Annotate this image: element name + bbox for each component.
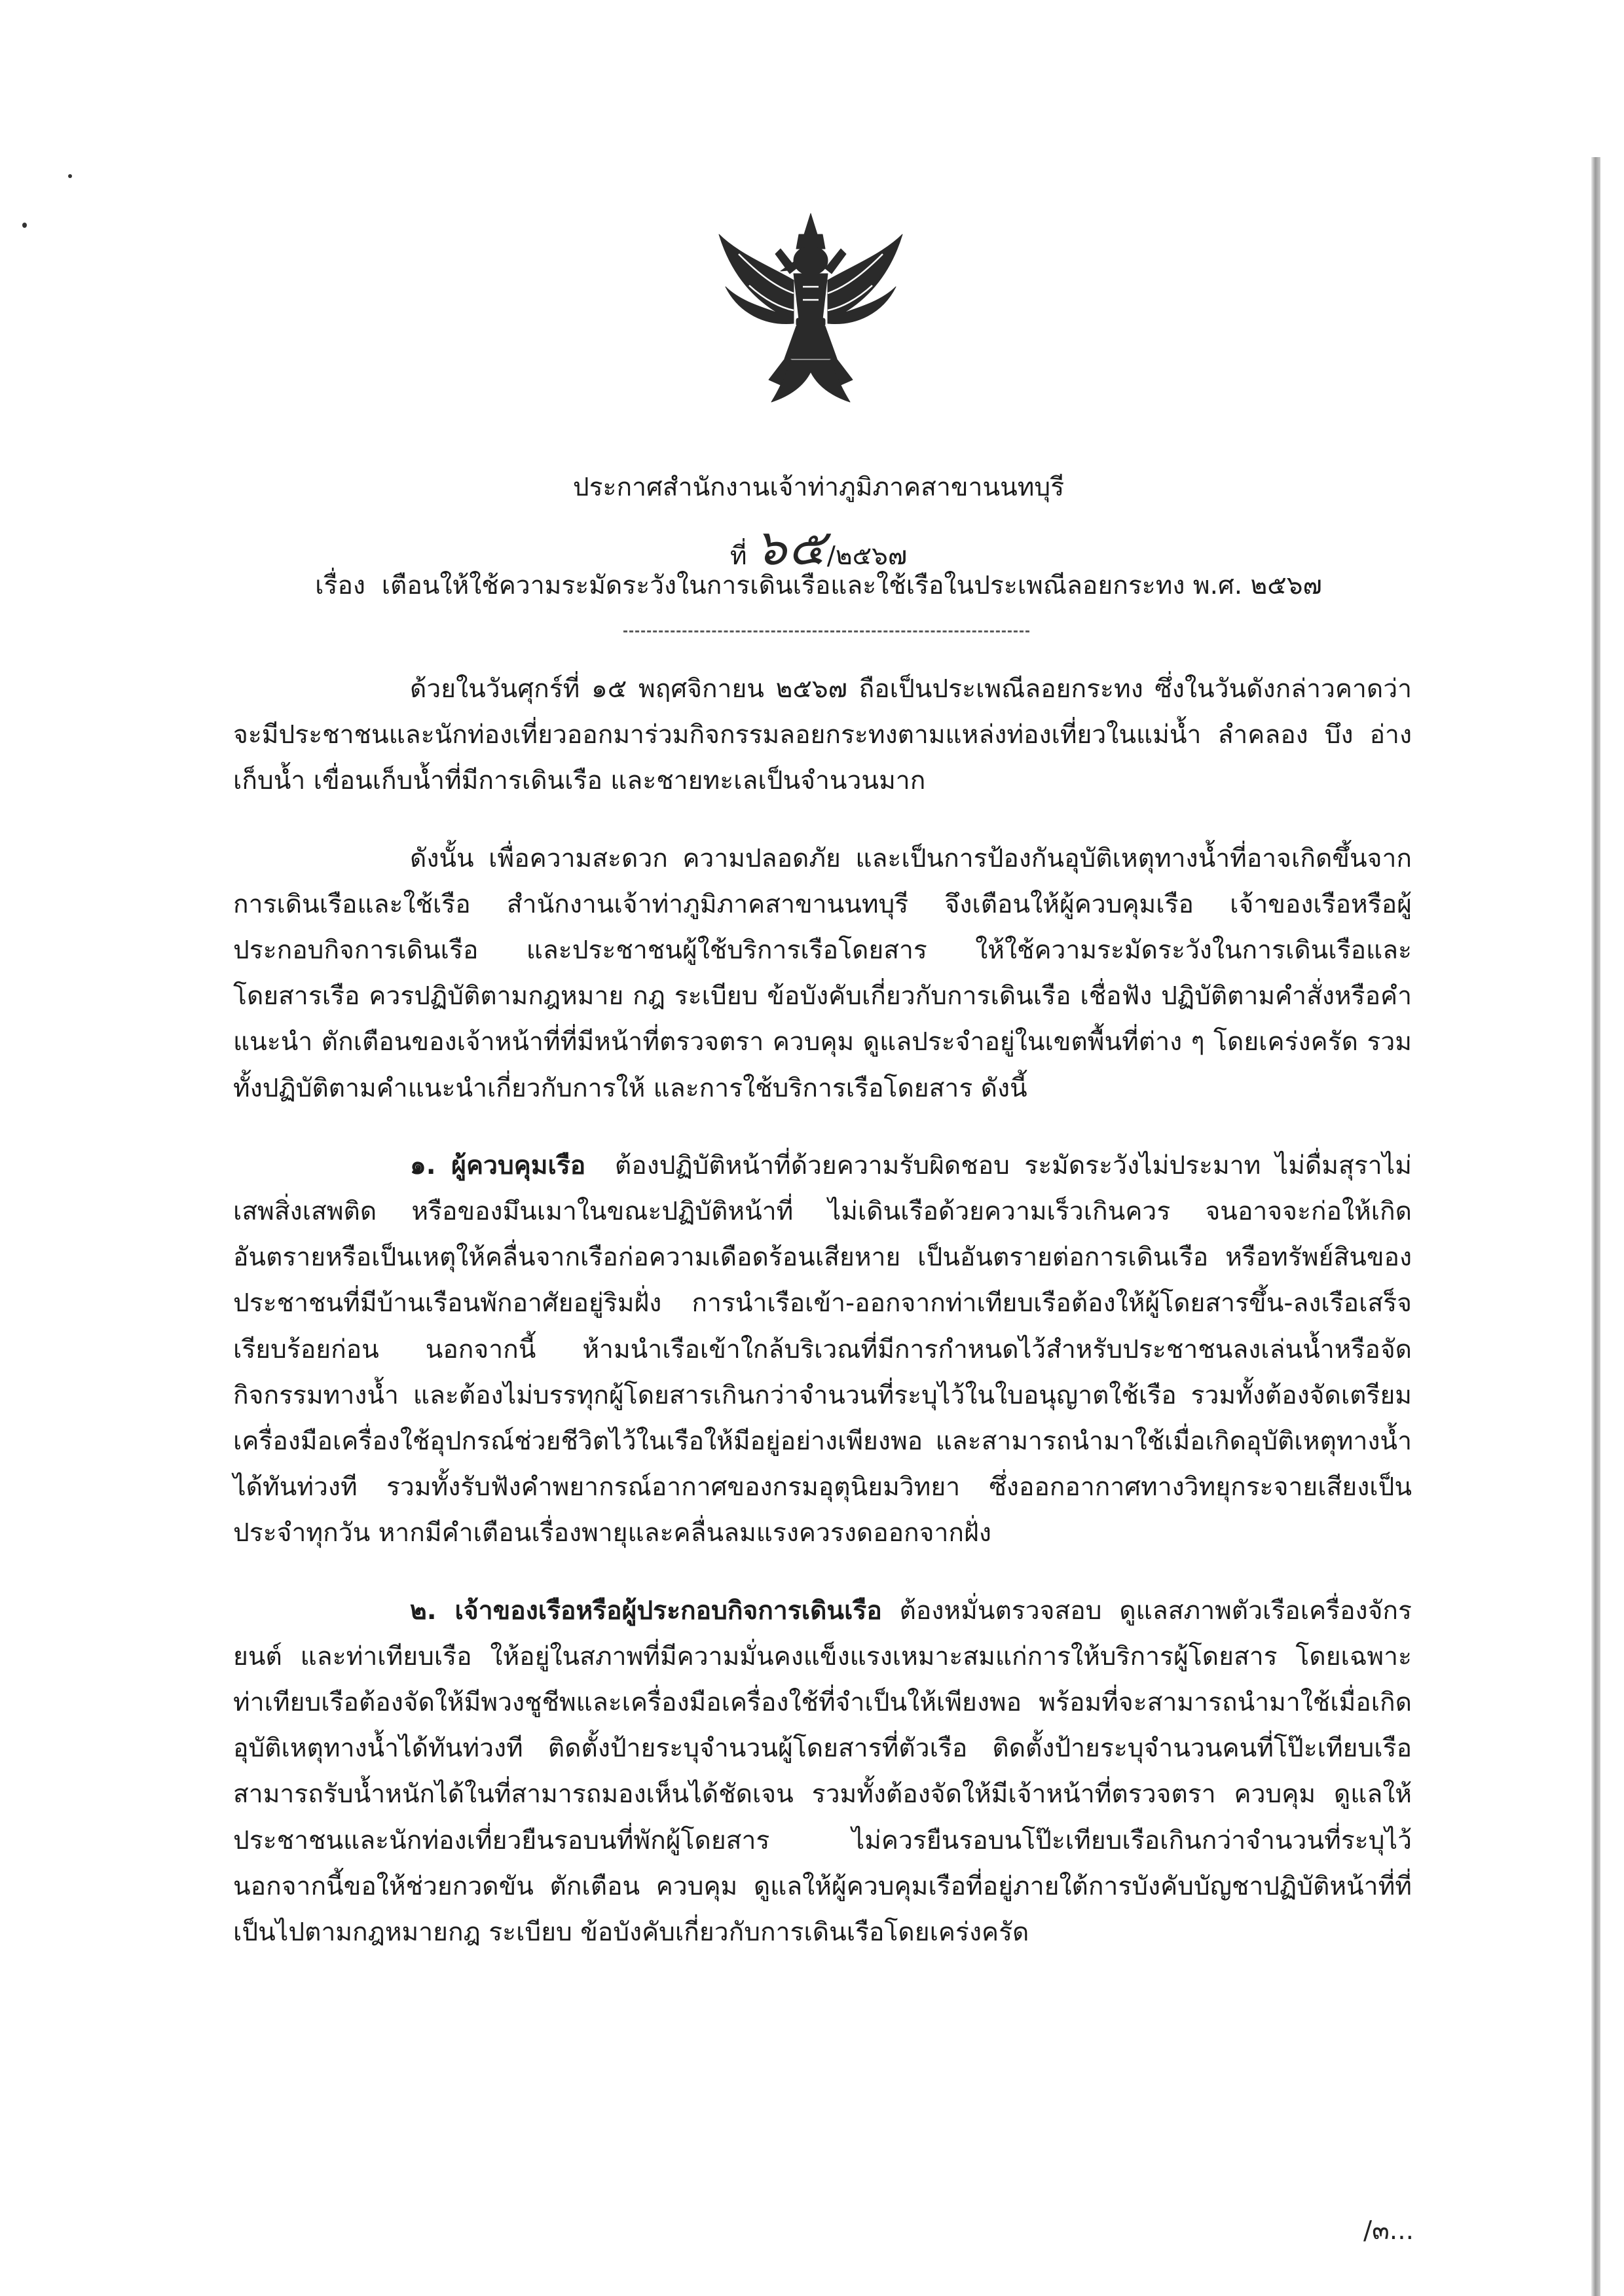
scan-speck [68, 174, 72, 178]
announcement-body [233, 666, 1412, 1956]
garuda-emblem-icon [712, 208, 909, 405]
subject-text: เตือนให้ใช้ความระมัดระวังในการเดินเรือและใช้เรือในประเพณีลอยกระทง พ.ศ. ๒๕๖๗ [381, 571, 1322, 600]
scan-speck [22, 223, 27, 228]
announcement-number [236, 517, 1401, 577]
subject-label: เรื่อง [315, 571, 365, 600]
item-2-heading: ๒. เจ้าของเรือหรือผู้ประกอบกิจการเดินเรือ [410, 1595, 882, 1626]
paragraph-intro: ด้วยในวันศุกร์ที่ ๑๕ พฤศจิกายน ๒๕๖๗ ถือเป็นประเพณีลอยกระทง ซึ่งในวันดังกล่าวคาดว่าจะมีประชาชนและนักท่องเที่ยวออกมาร่วมกิจกรรมลอยกระทงตามแหล่งท่องเที่ยวในแม่น้ำ ลำคลอง บึง อ่างเก็บน้ำ เขื่อนเก็บน้ำที่มีการเดินเรือ และชายทะเลเป็นจำนวนมาก [233, 674, 1412, 796]
office-line: ประกาศสำนักงานเจ้าท่าภูมิภาคสาขานนทบุรี [572, 473, 1065, 502]
header-divider [623, 630, 1029, 632]
item-2 [233, 1588, 1412, 1956]
announcement-subject [236, 571, 1401, 602]
scan-edge-shadow [1591, 157, 1600, 2296]
paragraph-therefore: ดังนั้น เพื่อความสะดวก ความปลอดภัย และเป็นการป้องกันอุบัติเหตุทางน้ำที่อาจเกิดขึ้นจากการเดินเรือและใช้เรือ สำนักงานเจ้าท่าภูมิภาคสาขานนทบุรี จึงเตือนให้ผู้ควบคุมเรือ เจ้าของเรือหรือผู้ประกอบกิจการเดินเรือ และประชาชนผู้ใช้บริการเรือโดยสาร ให้ใช้ความระมัดระวังในการเดินเรือและโดยสารเรือ ควรปฏิบัติตามกฎหมาย กฎ ระเบียบ ข้อบังคับเกี่ยวกับการเดินเรือ เชื่อฟัง ปฏิบัติตามคำสั่งหรือคำแนะนำ ตักเตือนของเจ้าหน้าที่ที่มีหน้าที่ตรวจตรา ควบคุม ดูแลประจำอยู่ในเขตพื้นที่ต่าง ๆ โดยเคร่งครัด รวมทั้งปฏิบัติตามคำแนะนำเกี่ยวกับการให้ และการใช้บริการเรือโดยสาร ดังนี้ [233, 843, 1412, 1103]
handwritten-number: ๖๕ [754, 518, 827, 576]
number-year: /๒๕๖๗ [826, 541, 908, 571]
page-continuation-marker: /๓... [1363, 2216, 1414, 2246]
announcement-office-title [236, 473, 1401, 503]
number-prefix: ที่ [729, 541, 747, 571]
item-1-heading: ๑. ผู้ควบคุมเรือ [410, 1150, 586, 1180]
item-1-text: ต้องปฏิบัติหน้าที่ด้วยความรับผิดชอบ ระมัดระวังไม่ประมาท ไม่ดื่มสุราไม่เสพสิ่งเสพติด หรือของมึนเมาในขณะปฏิบัติหน้าที่ ไม่เดินเรือด้วยความเร็วเกินควร จนอาจจะก่อให้เกิดอันตรายหรือเป็นเหตุให้คลื่นจากเรือก่อความเดือดร้อนเสียหาย เป็นอันตรายต่อการเดินเรือ หรือทรัพย์สินของประชาชนที่มีบ้านเรือนพักอาศัยอยู่ริมฝั่ง การนำเรือเข้า-ออกจากท่าเทียบเรือต้องให้ผู้โดยสารขึ้น-ลงเรือเสร็จเรียบร้อยก่อน นอกจากนี้ ห้ามนำเรือเข้าใกล้บริเวณที่มีการกำหนดไว้สำหรับประชาชนลงเล่นน้ำหรือจัดกิจกรรมทางน้ำ และต้องไม่บรรทุกผู้โดยสารเกินกว่าจำนวนที่ระบุไว้ในใบอนุญาตใช้เรือ รวมทั้งต้องจัดเตรียมเครื่องมือเครื่องใช้อุปกรณ์ช่วยชีวิตไว้ในเรือให้มีอยู่อย่างเพียงพอ และสามารถนำมาใช้เมื่อเกิดอุบัติเหตุทางน้ำได้ทันท่วงที รวมทั้งรับฟังคำพยากรณ์อากาศของกรมอุตุนิยมวิทยา ซึ่งออกอากาศทางวิทยุกระจายเสียงเป็นประจำทุกวัน หากมีคำเตือนเรื่องพายุและคลื่นลมแรงควรงดออกจากฝั่ง [233, 1150, 1412, 1548]
item-2-text: ต้องหมั่นตรวจสอบ ดูแลสภาพตัวเรือเครื่องจักรยนต์ และท่าเทียบเรือ ให้อยู่ในสภาพที่มีความมั่นคงแข็งแรงเหมาะสมแก่การให้บริการผู้โดยสาร โดยเฉพาะท่าเทียบเรือต้องจัดให้มีพวงชูชีพและเครื่องมือเครื่องใช้ที่จำเป็นให้เพียงพอ พร้อมที่จะสามารถนำมาใช้เมื่อเกิดอุบัติเหตุทางน้ำได้ทันท่วงที ติดตั้งป้ายระบุจำนวนผู้โดยสารที่ตัวเรือ ติดตั้งป้ายระบุจำนวนคนที่โป๊ะเทียบเรือสามารถรับน้ำหนักได้ในที่สามารถมองเห็นได้ชัดเจน รวมทั้งต้องจัดให้มีเจ้าหน้าที่ตรวจตรา ควบคุม ดูแลให้ประชาชนและนักท่องเที่ยวยืนรอบนที่พักผู้โดยสาร ไม่ควรยืนรอบนโป๊ะเทียบเรือเกินกว่าจำนวนที่ระบุไว้ นอกจากนี้ขอให้ช่วยกวดขัน ตักเตือน ควบคุม ดูแลให้ผู้ควบคุมเรือที่อยู่ภายใต้การบังคับบัญชาปฏิบัติหน้าที่ที่เป็นไปตามกฎหมายกฎ ระเบียบ ข้อบังคับเกี่ยวกับการเดินเรือโดยเคร่งครัด [233, 1595, 1412, 1948]
item-1 [233, 1143, 1412, 1557]
